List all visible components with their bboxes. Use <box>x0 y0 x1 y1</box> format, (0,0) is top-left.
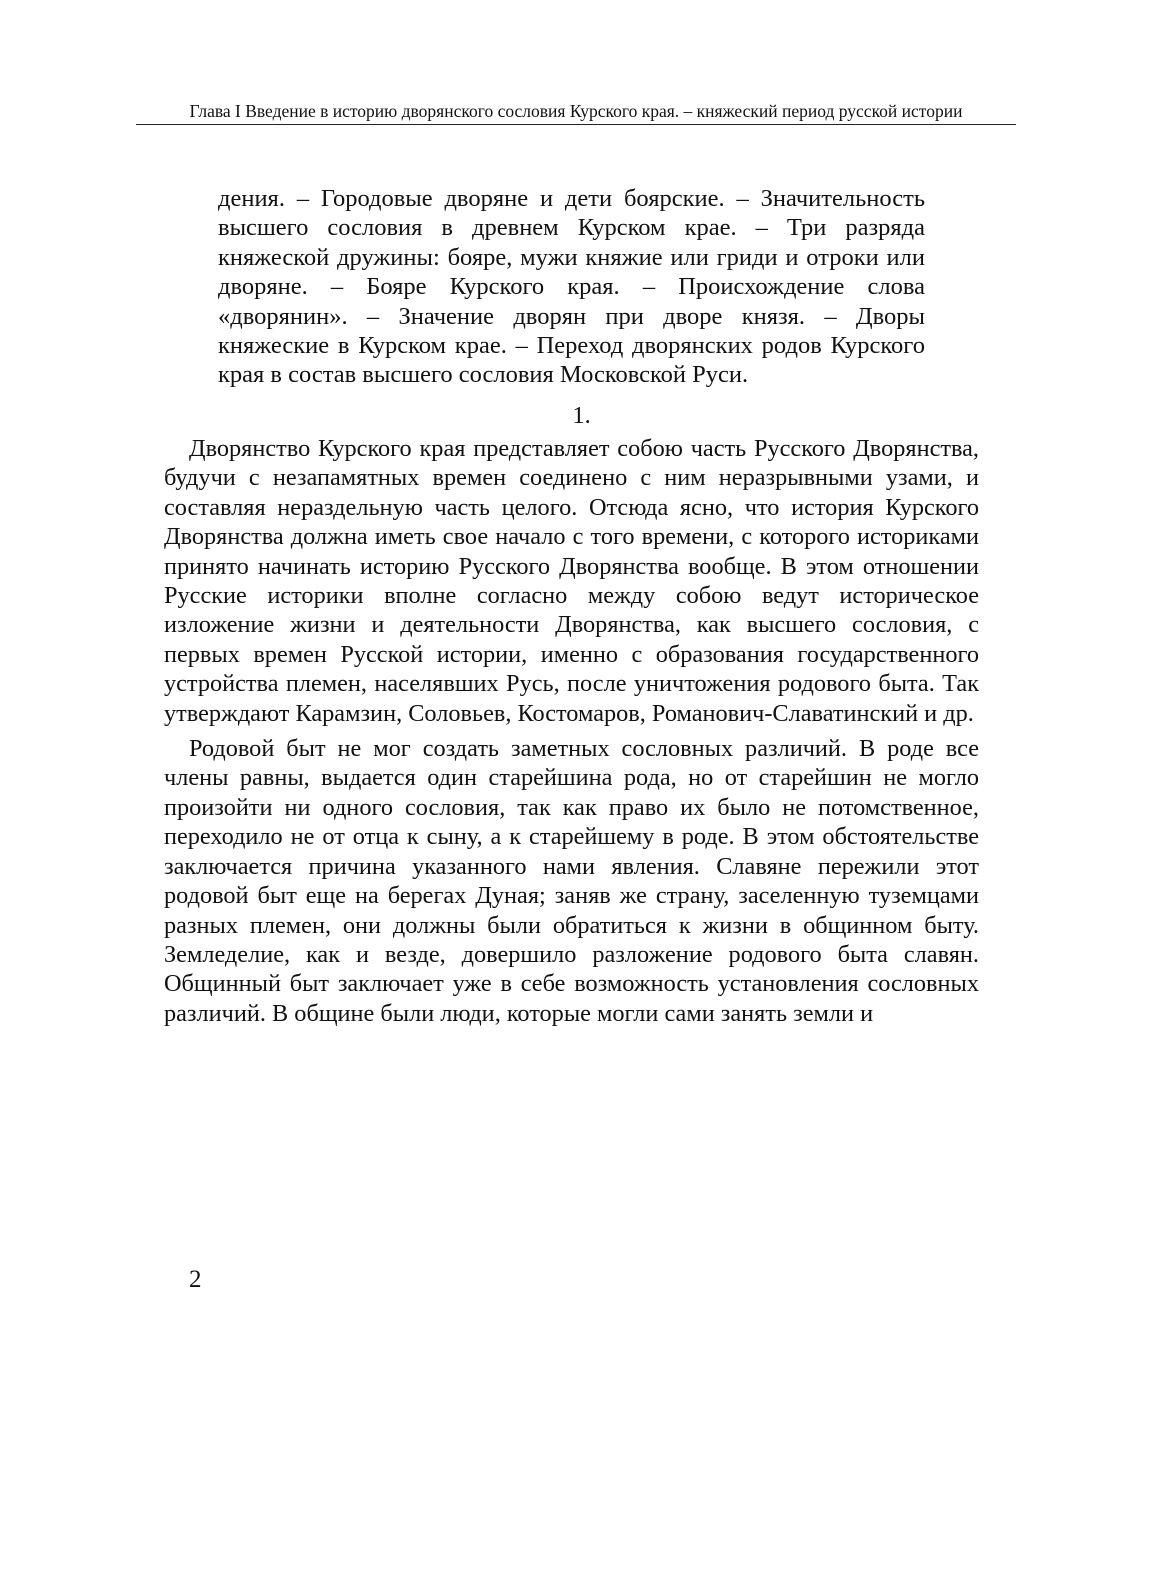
page-number: 2 <box>189 1266 202 1293</box>
chapter-abstract: дения. – Городовые дворяне и дети боярские. – Значительность высшего сословия в древнем Курском крае. – Три разряда княжеской дружины: бояре, мужи княжие или гриди и отроки или дворяне. – Бояре Курского края. – Происхождение слова «дворянин». – Значение дворян при дворе князя. – Дворы княжеские в Курском крае. – Переход дворянских родов Курского края в состав высшего сословия Московской Руси. <box>218 185 925 389</box>
body-text <box>164 434 979 1034</box>
paragraph: Родовой быт не мог создать заметных сословных различий. В роде все члены равны, выдается один старейшина рода, но от старейшин не могло произойти ни одного сословия, так как право их было не потомственное, переходило не от отца к сыну, а к старейшему в роде. В этом обстоятельстве заключается причина указанного нами явления. Славяне пережили этот родовой быт еще на берегах Дуная; заняв же страну, заселенную туземцами разных племен, они должны были обратиться к жизни в общинном быту. Земледелие, как и везде, довершило разложение родового быта славян. Общинный быт заключает уже в себе возможность установления сословных различий. В общине были люди, которые могли сами занять земли и <box>164 735 979 1027</box>
running-head: Глава I Введение в историю дворянского сословия Курского края. – княжеский период русской истории <box>136 100 1016 125</box>
section-number: 1. <box>572 402 591 429</box>
paragraph: Дворянство Курского края представляет собою часть Русского Дворянства, будучи с незапамятных времен соединено с ним неразрывными узами, и составляя нераздельную часть целого. Отсюда ясно, что история Курского Дворянства должна иметь свое начало с того времени, с которого историками принято начинать историю Русского Дворянства вообще. В этом отношении Русские историки вполне согласно между собою ведут историческое изложение жизни и деятельности Дворянства, как высшего сословия, с первых времен Русской истории, именно с образования государственного устройства племен, населявших Русь, после уничтожения родового быта. Так утверждают Карамзин, Соловьев, Костомаров, Романович-Славатинский и др. <box>164 435 979 727</box>
